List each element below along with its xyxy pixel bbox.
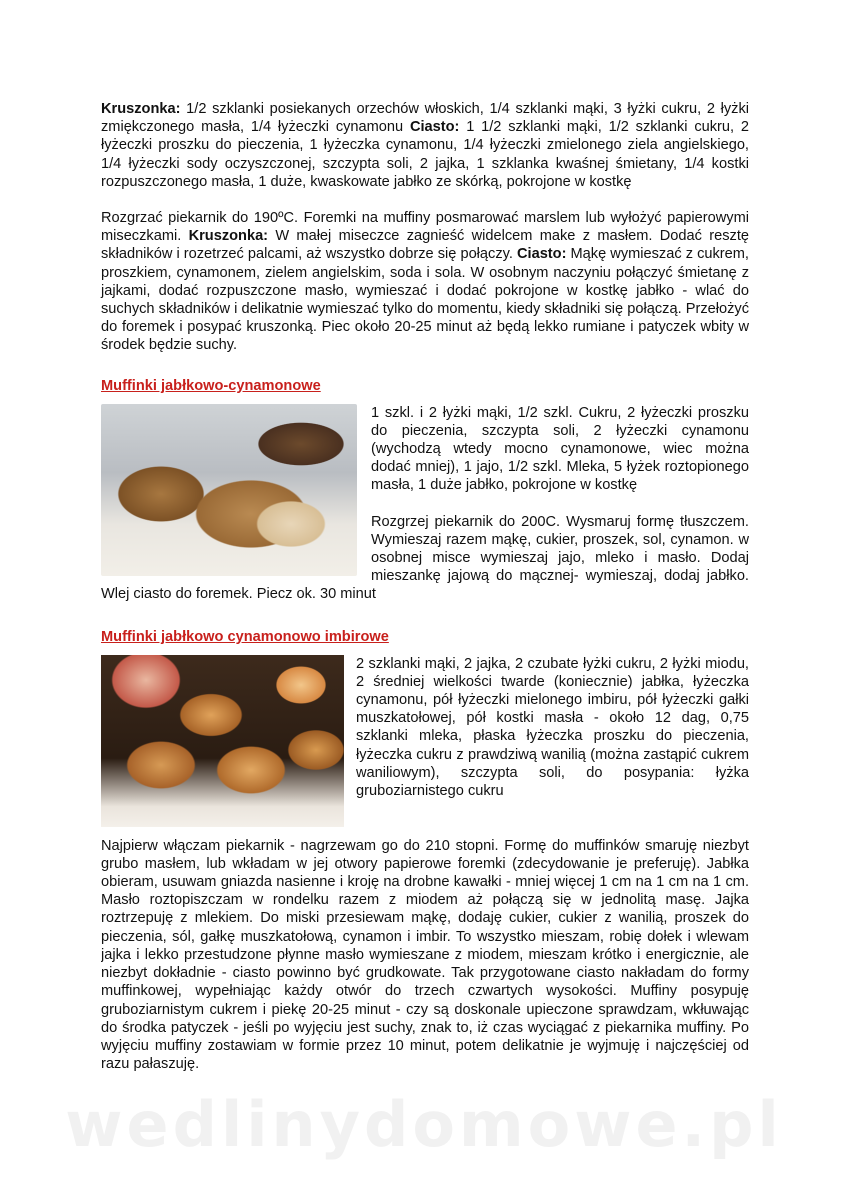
kruszonka-text: 1/2 szklanki posiekanych orzechów włoskich, 1/4 szklanki mąki, 3 łyżki cukru, 2 łyżki zmiękczonego masła, 1/4 łyżeczki cynamonu <box>101 101 749 136</box>
recipe1-ingredients: 1 szkl. i 2 łyżki mąki, 1/2 szkl. Cukru, 2 łyżeczki proszku do pieczenia, szczypta soli, 2 łyżeczki cynamonu (wychodzą wtedy mocno cynamonowe, wiec można dodać mniej), 1 jajo, 1/2 szkl. Mleka, 5 łyżek roztopionego masła, 1 duże jabłko, pokrojone w kostkę <box>371 404 749 494</box>
document-page <box>101 100 749 1073</box>
recipe1-section <box>101 404 749 604</box>
recipe2-section <box>101 655 749 1074</box>
ciasto-text: 1 1/2 szklanki mąki, 1/2 szklanki cukru, 2 łyżeczki proszku do pieczenia, 1 łyżeczka cynamonu, 1/4 łyżeczki zmielonego ziela angielskiego, 1/4 łyżeczki sody oczyszczonej, szczypta soli, 2 jajka, 1 szklanka kwaśnej śmietany, 1/4 kostki rozpuszczonego masła, 1 duże, kwaskowate jabłko ze skórką, pokrojone w kostkę <box>101 119 749 190</box>
intro-method <box>101 209 749 355</box>
method-ciasto-label: Ciasto: <box>516 246 567 263</box>
recipe2-photo <box>101 655 344 827</box>
ciasto-label: Ciasto: <box>409 119 460 136</box>
recipe2-steps: Najpierw włączam piekarnik - nagrzewam go do 210 stopni. Formę do muffinków smaruję niezbyt grubo masłem, lub wkładam w jej otwory papierowe foremki (zdecydowanie je preferuję). Jabłka obieram, usuwam gniazda nasienne i kroję na drobne kawałki - mniej więcej 1 cm na 1 cm na 1 cm. Masło roztopiszczam w rondelku razem z miodem aż połączą się w jednolitą masę. Jajka roztrzepuję z mlekiem. Do miski przesiewam mąkę, dodaję cukier, cukier z wanilią, proszek do pieczenia, sól, gałkę muszkatołową, cynamon i imbir. To wszystko mieszam, robię dołek i wlewam jajka i lekko przestudzone płynne masło wymieszane z miodem, mieszam krótko i energicznie, ale niezbyt dokładnie - ciasto powinno być grudkowate. Tak przygotowane ciasto nakładam do formy muffinkowej, wypełniając każdy otwór do trzech czwartych wysokości. Muffiny posypuję gruboziarnistym cukrem i piekę 20-25 minut - czy są doskonale upieczone sprawdzam, wkłuwając do środka patyczek - jeśli po wyjęciu jest suchy, znak to, iż czas wyciągać z piekarnika muffiny. Po wyjęciu muffiny zostawiam w formie przez 10 minut, potem delikatnie je wyjmuję i najczęściej od razu pałaszuję. <box>101 837 749 1073</box>
watermark: wedlinydomowe.pl <box>65 1088 783 1161</box>
method-text-3: Mąkę wymieszać z cukrem, proszkiem, cynamonem, zielem angielskim, soda i sola. W osobnym naczyniu połączyć śmietanę z jajkami, dodać rozpuszczone masło, wymieszać i dodać pokrojone w kostkę jabłko - wlać do suchych składników i delikatnie wymieszać tylko do momentu, kiedy składniki się połączą. Przełożyć do foremek i posypać kruszonką. Piec około 20-25 minut aż będą lekko rumiane i patyczek wbity w środek będzie suchy. <box>101 246 749 354</box>
method-text-2: W małej miseczce zagnieść widelcem make z masłem. Dodać resztę składników i rozetrzeć palcami, aż wszystko dobrze się połączy. <box>101 228 749 263</box>
intro-ingredients <box>101 100 749 191</box>
kruszonka-label: Kruszonka: <box>101 101 181 117</box>
recipe1-steps: Rozgrzej piekarnik do 200C. Wysmaruj formę tłuszczem. Wymieszaj razem mąkę, cukier, proszek, sol, cynamon. w osobnej misce wymieszaj jajo, mleko i masło. Dodaj mieszankę jajową do mącznej- wymieszaj, dodaj jabłko. Wlej ciasto do foremek. Piecz ok. 30 minut <box>101 513 749 603</box>
method-text-1: Rozgrzać piekarnik do 190ºC. Foremki na muffiny posmarować marslem lub wyłożyć papierowymi miseczkami. <box>101 210 749 245</box>
recipe1-title: Muffinki jabłkowo-cynamonowe <box>101 377 321 394</box>
recipe2-ingredients: 2 szklanki mąki, 2 jajka, 2 czubate łyżki cukru, 2 łyżki miodu, 2 średniej wielkości twarde (koniecznie) jabłka, łyżeczka cynamonu, pół łyżeczki mielonego imbiru, pół łyżeczki gałki muszkatołowej, pół kostki masła - około 12 dag, 0,75 szklanki mleka, płaska łyżeczka proszku do pieczenia, łyżeczka cukru z prawdziwą wanilią (można zastąpić cukrem waniliowym), szczypta soli, do posypania: łyżka gruboziarnistego cukru <box>356 655 749 800</box>
method-kruszonka-label: Kruszonka: <box>188 228 269 245</box>
recipe2-title: Muffinki jabłkowo cynamonowo imbirowe <box>101 628 389 645</box>
recipe1-photo <box>101 404 357 576</box>
